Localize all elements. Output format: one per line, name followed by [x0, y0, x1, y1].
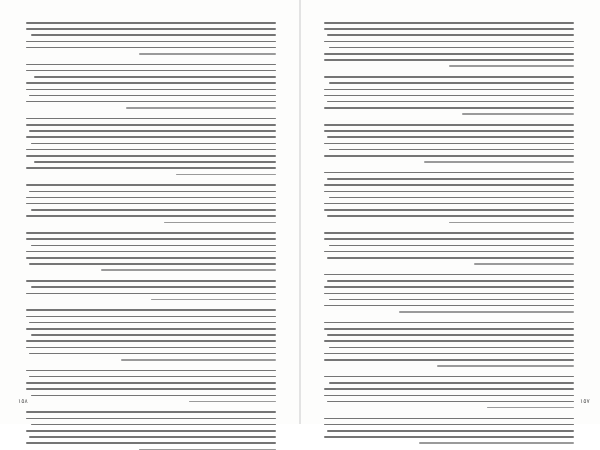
text-line [419, 442, 574, 444]
text-line [324, 124, 574, 126]
text-line [327, 136, 575, 138]
text-line [26, 197, 276, 199]
text-line [324, 155, 574, 157]
text-line [151, 299, 276, 301]
text-line [324, 203, 574, 205]
text-line [324, 305, 574, 307]
text-line [26, 328, 276, 330]
text-line [31, 424, 276, 426]
left-page [0, 0, 300, 424]
text-line [327, 280, 575, 282]
text-line [26, 411, 276, 413]
text-line [26, 388, 276, 390]
text-line [324, 395, 574, 397]
text-line [26, 316, 276, 318]
text-line [101, 269, 276, 271]
text-line [327, 257, 575, 259]
text-line [34, 76, 277, 78]
text-line [26, 340, 276, 342]
text-line [126, 107, 276, 109]
text-line [324, 388, 574, 390]
text-line [324, 76, 574, 78]
text-line [26, 82, 276, 84]
text-line [324, 418, 574, 420]
text-line [26, 47, 276, 49]
text-line [26, 41, 276, 43]
text-line [31, 245, 276, 247]
text-line [324, 293, 574, 295]
text-line [324, 251, 574, 253]
text-line [26, 238, 276, 240]
right-page-text-block [324, 22, 574, 387]
text-line [26, 203, 276, 205]
text-line [449, 222, 574, 224]
text-line [324, 232, 574, 234]
text-line [324, 95, 574, 97]
text-line [26, 418, 276, 420]
text-line [449, 65, 574, 67]
text-line [324, 130, 574, 132]
text-line [31, 34, 276, 36]
text-line [437, 365, 575, 367]
text-line [121, 359, 276, 361]
text-line [324, 53, 574, 55]
text-line [329, 82, 574, 84]
text-line [26, 442, 276, 444]
text-line [324, 359, 574, 361]
text-line [324, 436, 574, 438]
text-line [324, 191, 574, 193]
text-line [329, 299, 574, 301]
text-line [324, 286, 574, 288]
text-line [329, 382, 574, 384]
text-line [487, 407, 575, 409]
text-line [26, 124, 276, 126]
text-line [26, 70, 276, 72]
text-line [327, 215, 575, 217]
text-line [26, 118, 276, 120]
text-line [31, 334, 276, 336]
text-line [26, 28, 276, 30]
text-line [324, 89, 574, 91]
text-line [26, 215, 276, 217]
text-line [31, 286, 276, 288]
text-line [29, 376, 277, 378]
text-line [327, 334, 575, 336]
text-line [176, 174, 276, 176]
text-line [324, 59, 574, 61]
text-line [29, 353, 277, 355]
text-line [324, 209, 574, 211]
text-line [327, 34, 575, 36]
text-line [34, 161, 277, 163]
text-line [399, 311, 574, 313]
text-line [324, 353, 574, 355]
text-line [29, 322, 277, 324]
text-line [474, 263, 574, 265]
text-line [26, 101, 276, 103]
text-line [324, 172, 574, 174]
text-line [26, 64, 276, 66]
text-line [29, 191, 277, 193]
text-line [31, 395, 276, 397]
text-line [324, 22, 574, 24]
text-line [327, 430, 575, 432]
text-line [324, 238, 574, 240]
right-page [300, 0, 600, 424]
text-line [26, 89, 276, 91]
text-line [26, 309, 276, 311]
text-line [26, 293, 276, 295]
text-line [26, 136, 276, 138]
text-line [324, 322, 574, 324]
text-line [26, 155, 276, 157]
text-line [327, 401, 575, 403]
text-line [324, 41, 574, 43]
text-line [26, 149, 276, 151]
text-line [324, 184, 574, 186]
text-line [327, 178, 575, 180]
text-line [26, 257, 276, 259]
text-line [26, 347, 276, 349]
text-line [26, 370, 276, 372]
left-page-text-block [26, 22, 276, 387]
text-line [29, 95, 277, 97]
text-line [424, 161, 574, 163]
right-page-number: ١٥٧ [580, 398, 590, 405]
text-line [324, 376, 574, 378]
text-line [189, 401, 277, 403]
text-line [324, 424, 574, 426]
text-line [26, 251, 276, 253]
text-line [29, 130, 277, 132]
text-line [462, 113, 575, 115]
text-line [26, 382, 276, 384]
text-line [31, 209, 276, 211]
text-line [139, 53, 277, 55]
text-line [324, 107, 574, 109]
text-line [329, 197, 574, 199]
text-line [29, 263, 277, 265]
text-line [324, 28, 574, 30]
text-line [329, 47, 574, 49]
text-line [26, 430, 276, 432]
text-line [329, 245, 574, 247]
text-line [324, 274, 574, 276]
text-line [324, 143, 574, 145]
text-line [324, 340, 574, 342]
text-line [26, 280, 276, 282]
text-line [329, 149, 574, 151]
text-line [164, 222, 277, 224]
text-line [324, 328, 574, 330]
left-page-number: ١٥٨ [18, 398, 28, 405]
text-line [26, 184, 276, 186]
text-line [26, 232, 276, 234]
text-line [329, 347, 574, 349]
text-line [26, 167, 276, 169]
text-line [327, 101, 575, 103]
text-line [31, 143, 276, 145]
text-line [26, 22, 276, 24]
text-line [29, 436, 277, 438]
